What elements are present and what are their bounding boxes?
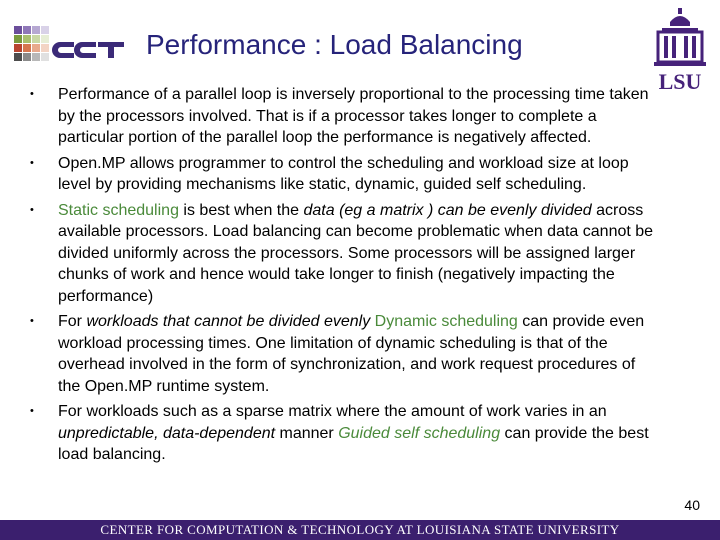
highlight-static-scheduling: Static scheduling [58, 201, 179, 219]
emphasis-text: data (eg a matrix ) can be evenly divided [303, 201, 592, 219]
bullet-item: • For workloads that cannot be divided evenly Dynamic scheduling can provide even workload processing times. One limitation of dynamic scheduling is that of the overhead involved in the form of synchronization, and work request procedures of the Open.MP runtime system. [30, 313, 645, 395]
footer-text: CENTER FOR COMPUTATION & TECHNOLOGY AT LOUISIANA STATE UNIVERSITY [100, 522, 620, 537]
bullet-dot: • [30, 156, 34, 169]
bullet-dot: • [30, 405, 34, 417]
page-number: 40 [684, 497, 700, 513]
slide-title: Performance : Load Balancing [146, 29, 523, 60]
lsu-wordmark: LSU [658, 69, 702, 92]
lsu-logo [648, 6, 712, 92]
lsu-tower-icon [654, 8, 706, 66]
cct-logo [12, 24, 128, 74]
bullet-item: • Static scheduling is best when the data (eg a matrix ) can be evenly divided across available processors. Load balancing can become problematic when data cannot be divided uniformly across the processors. Some processors will be assigned larger chunks of work and hence would take longer to finish (negatively impacting the performance) [30, 201, 654, 305]
bullet-item: • Open.MP allows programmer to control the scheduling and workload size at loop level by providing mechanisms like static, dynamic, guided self scheduling. [30, 154, 629, 193]
bullet-dot: • [30, 88, 34, 100]
footer-bar [0, 520, 720, 540]
bullet-dot: • [30, 203, 34, 216]
highlight-dynamic-scheduling: Dynamic scheduling [370, 313, 518, 330]
cct-logo-letters [52, 42, 124, 58]
highlight-guided-self-scheduling: Guided self scheduling [338, 424, 501, 442]
cct-logo-grid [14, 26, 49, 61]
emphasis-text: unpredictable, data-dependent [58, 424, 276, 442]
bullet-list [28, 84, 656, 470]
bullet-dot: • [30, 315, 34, 327]
bullet-item: • For workloads such as a sparse matrix where the amount of work varies in an unpredictable, data-dependent manner Guided self scheduling can provide the best load balancing. [30, 403, 649, 463]
bullet-item: • Performance of a parallel loop is inversely proportional to the processing time taken by the processors involved. That is if a processor takes longer to complete a particular portion of the parallel loop the performance is negatively affected. [30, 86, 649, 146]
emphasis-text: workloads that cannot be divided evenly [86, 313, 371, 330]
